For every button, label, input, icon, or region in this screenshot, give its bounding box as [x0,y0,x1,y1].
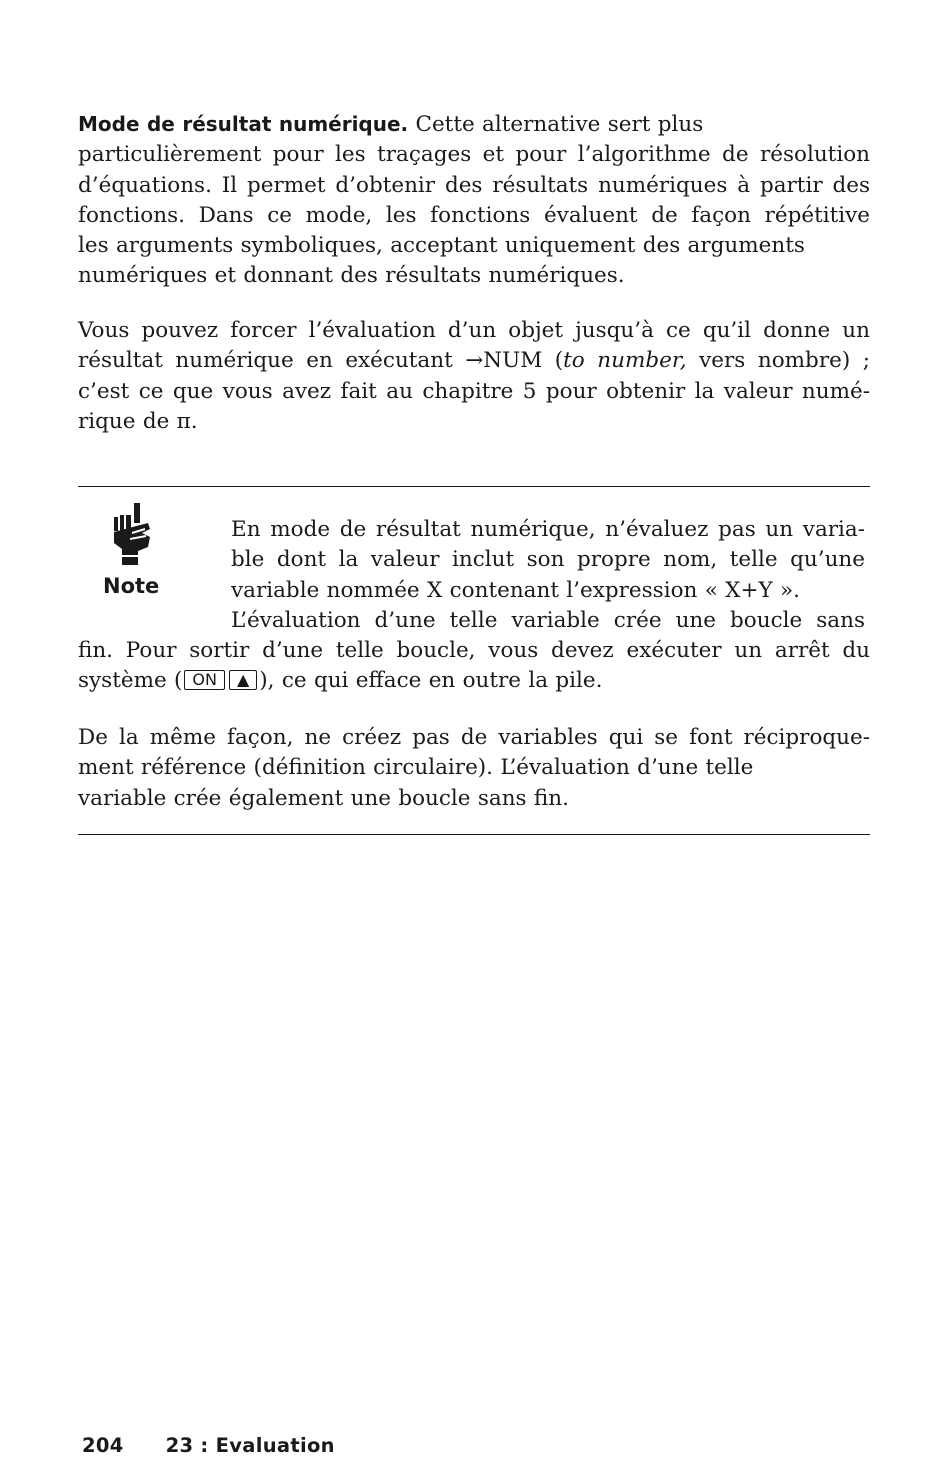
text-line: rique de π. [78,408,198,434]
text-line: ble dont la valeur inclut son propre nom, telle qu’une [231,547,865,573]
note-body-indented [231,515,865,636]
page-footer [82,1434,335,1457]
note-body-continuation [78,636,870,697]
paragraph-numeric-mode [78,109,870,292]
pointing-hand-icon [112,503,152,565]
text-span: vers nombre) ; [686,348,870,374]
text-line: L’évaluation d’une telle variable crée une boucle sans [231,607,865,633]
text-line: particulièrement pour les traçages et pour l’algorithme de résolution [78,142,870,168]
text-span: ), ce qui efface en outre la pile. [259,668,603,694]
text-line: De la même façon, ne créez pas de variables qui se font réciproque- [78,725,870,750]
note-bottom-rule [78,834,870,835]
text-line: les arguments symboliques, acceptant uniquement des arguments [78,233,805,259]
text-line: fonctions. Dans ce mode, les fonctions évaluent de façon répétitive [78,202,870,228]
text-span: système ( [78,668,183,694]
page-number: 204 [82,1434,124,1457]
text-line: d’équations. Il permet d’obtenir des résultats numériques à partir des [78,172,870,198]
note-label: Note [103,574,160,598]
up-arrow-key-label: ▲ [229,670,257,690]
text-line: numériques et donnant des résultats numériques. [78,263,625,289]
paragraph-circular-definition [78,723,870,814]
text-span: Cette alternative sert plus [415,112,704,137]
text-line: c’est ce que vous avez fait au chapitre 5 pour obtenir la valeur numé- [78,378,870,404]
text-span: résultat numérique en exécutant →NUM ( [78,348,564,374]
chapter-title: 23 : Evaluation [165,1434,335,1457]
text-line: En mode de résultat numérique, n’évaluez pas un varia- [231,517,865,542]
note-top-rule [78,486,870,487]
section-lead-heading: Mode de résultat numérique. [78,112,409,136]
paragraph-force-evaluation [78,316,870,437]
text-line: Vous pouvez forcer l’évaluation d’un objet jusqu’à ce qu’il donne un [78,318,870,343]
text-line [78,666,870,696]
text-line: ment référence (définition circulaire). L’évaluation d’une telle [78,755,754,781]
text-line [78,109,870,140]
text-line: variable nommée X contenant l’expression « X+Y ». [231,577,801,603]
text-line: fin. Pour sortir d’une telle boucle, vous devez exécuter un arrêt du [78,638,870,663]
text-line: variable crée également une boucle sans fin. [78,785,569,811]
on-key-label: ON [184,670,225,690]
text-line [78,346,870,376]
italic-text: to number, [563,348,687,374]
